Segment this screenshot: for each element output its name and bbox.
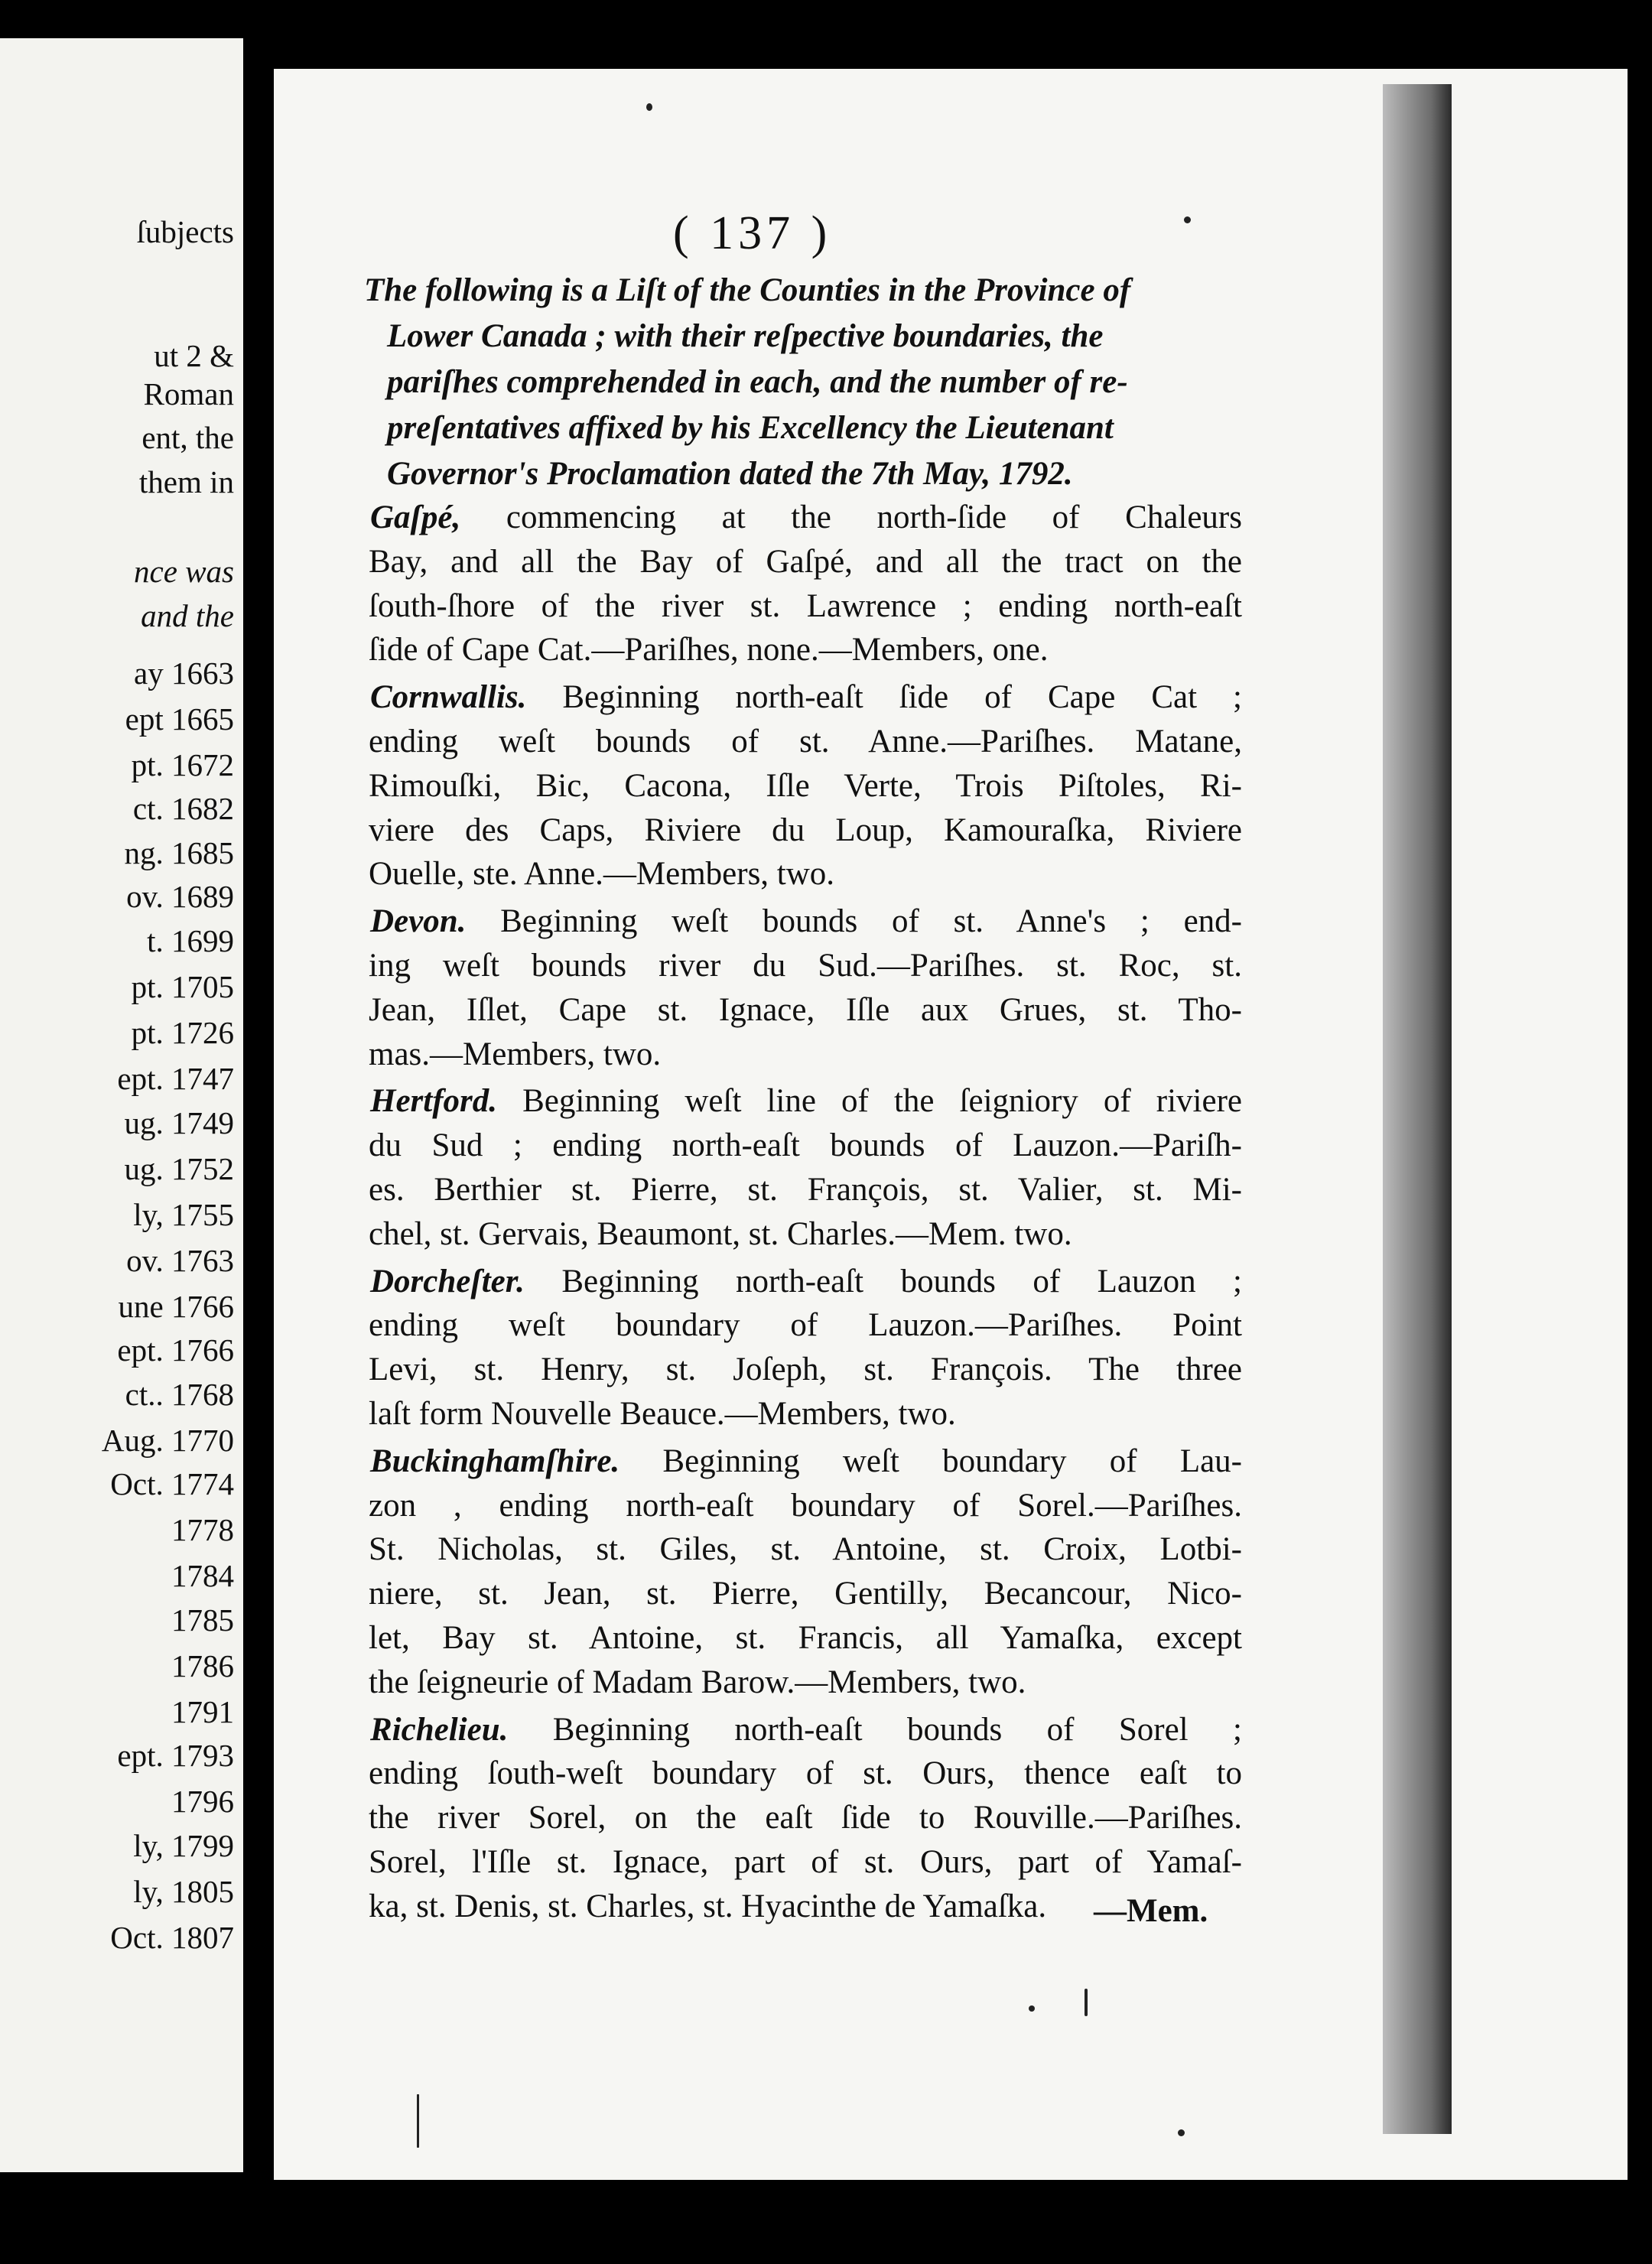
left-page-fragment: une 1766 [118,1289,234,1324]
county-entry [370,496,1242,672]
left-page-fragment: Roman [143,376,234,411]
county-entry-line: Bay, and all the Bay of Gaſpé, and all the tract on the [369,543,1242,580]
county-entry [370,1079,1242,1256]
county-entry [370,899,1242,1076]
county-entry-line: the river Sorel, on the eaſt ſide to Rouville.—Pariſhes. [369,1800,1242,1836]
county-entry-line: ſide of Cape Cat.—Pariſhes, none.—Members, one. [369,632,1049,668]
county-entry-line: Levi, st. Henry, st. Joſeph, st. François. The three [369,1352,1242,1388]
left-page-fragment: pt. 1726 [131,1015,234,1050]
left-page-fragment: ly, 1755 [133,1197,234,1232]
left-page-fragment: pt. 1672 [131,747,234,782]
county-description: Beginning weſt line of the ſeigniory of riviere [497,1083,1242,1120]
heading-line: Lower Canada ; with their reſpective boundaries, the [387,318,1104,354]
county-entry-line: Sorel, l'Iſle st. Ignace, part of st. Ours, part of Yamaſ- [369,1843,1242,1880]
county-entry-line: ending weſt boundary of Lauzon.—Pariſhes. Point [369,1307,1242,1344]
county-entry-line: the ſeigneurie of Madam Barow.—Members, two. [369,1664,1026,1700]
county-entry-line: du Sud ; ending north-eaſt bounds of Lauzon.—Pariſh- [369,1127,1242,1164]
left-page-fragment: ſubjects [136,214,234,249]
county-entry-line [370,675,1242,720]
county-description: Beginning weſt bounds of st. Anne's ; end- [466,903,1242,940]
ink-mark [1085,1989,1088,2016]
county-entry-line: ſouth-ſhore of the river st. Lawrence ; ending north-eaſt [369,587,1242,624]
left-page-fragment: pt. 1705 [131,969,234,1004]
left-page-fragment: ug. 1752 [124,1151,234,1186]
county-name: Gaſpé, [370,499,461,535]
heading-line: Governor's Proclamation dated the 7th May, 1792. [387,456,1073,492]
left-page-fragment: Oct. 1774 [110,1466,234,1501]
ink-speck [1184,216,1191,223]
county-entry-line [370,496,1242,540]
left-page-fragment: ov. 1763 [126,1243,234,1278]
county-name: Cornwallis. [370,679,527,716]
county-entry-line: let, Bay st. Antoine, st. Francis, all Yamaſka, except [369,1619,1242,1656]
left-page-fragment: ly, 1805 [133,1874,234,1909]
left-page-fragment: 1791 [171,1694,234,1729]
left-page-fragment: ov. 1689 [126,879,234,914]
county-entry-line: niere, st. Jean, st. Pierre, Gentilly, Becancour, Nico- [369,1576,1242,1612]
county-entry-line: ending ſouth-weſt boundary of st. Ours, thence eaſt to [369,1755,1242,1792]
county-entry-line [370,1079,1242,1124]
left-page-fragment: t. 1699 [147,923,234,958]
ink-speck [1178,2129,1185,2136]
county-entry-line: zon , ending north-eaſt boundary of Sorel.—Pariſhes. [369,1487,1242,1524]
county-entry [370,1260,1242,1436]
county-entry [370,1439,1242,1705]
county-description: Beginning north-eaſt ſide of Cape Cat ; [526,679,1242,716]
ink-speck [646,103,652,111]
county-name: Buckinghamſhire. [370,1443,620,1479]
county-name: Dorcheſter. [370,1263,525,1300]
county-description: Beginning weſt boundary of Lau- [620,1443,1242,1479]
left-page-fragment: 1784 [171,1558,234,1593]
county-entry-line: viere des Caps, Riviere du Loup, Kamouraſka, Riviere [369,812,1242,848]
heading-line: pariſhes comprehended in each, and the number of re- [387,364,1128,400]
left-page-fragment: ept. 1793 [117,1738,234,1773]
left-page-fragment: ng. 1685 [124,835,234,870]
county-entry-line: es. Berthier st. Pierre, st. François, st. Valier, st. Mi- [369,1171,1242,1208]
county-name: Devon. [370,903,467,940]
county-description: Beginning north-eaſt bounds of Lauzon ; [524,1263,1242,1300]
left-page-fragment: 1778 [171,1512,234,1547]
left-page-fragment: Oct. 1807 [110,1920,234,1955]
left-page-fragment: Aug. 1770 [101,1423,234,1458]
left-page-fragment: ly, 1799 [133,1828,234,1863]
county-list [370,496,1242,1929]
county-entry-line: St. Nicholas, st. Giles, st. Antoine, st. Croix, Lotbi- [369,1531,1242,1568]
left-page-fragment: ut 2 & [154,338,234,373]
county-entry-line: mas.—Members, two. [369,1036,662,1072]
left-page-fragment: nce was [134,554,234,589]
county-entry-line [370,899,1242,944]
county-description: commencing at the north-ſide of Chaleurs [460,499,1242,535]
left-page-fragment: ug. 1749 [124,1105,234,1140]
list-heading [364,268,1611,497]
left-page-fragment: ept 1665 [125,701,234,737]
ink-mark [417,2094,419,2148]
left-page-fragment: 1785 [171,1602,234,1638]
county-entry-line: Jean, Iſlet, Cape st. Ignace, Iſle aux Grues, st. Tho- [369,991,1242,1028]
county-entry-line [370,1260,1242,1304]
left-page-fragment: ct. 1682 [132,791,234,826]
county-entry-line: chel, st. Gervais, Beaumont, st. Charles.—Mem. two. [369,1215,1072,1252]
left-page-fragment: them in [138,464,234,499]
left-page-fragment: ay 1663 [134,655,234,691]
county-entry-line: ka, st. Denis, st. Charles, st. Hyacinthe de Yamaſka. [369,1888,1047,1924]
county-name: Richelieu. [370,1711,509,1748]
county-entry-line: Ouelle, ste. Anne.—Members, two. [369,856,835,893]
book-gutter [243,31,274,2195]
left-page-fragment: and the [141,598,234,633]
left-page-fragment: ept. 1747 [117,1061,234,1096]
county-description: Beginning north-eaſt bounds of Sorel ; [508,1711,1242,1748]
county-entry-line: laſt form Nouvelle Beauce.—Members, two. [369,1395,956,1432]
left-page-fragment: 1796 [171,1784,234,1819]
page-number: ( 137 ) [673,207,832,259]
left-page-fragment: ct.. 1768 [125,1377,234,1412]
county-entry-line: Rimouſki, Bic, Cacona, Iſle Verte, Trois Piſtoles, Ri- [369,767,1242,804]
left-page-fragment: 1786 [171,1648,234,1683]
county-entry [370,675,1242,896]
heading-line: preſentatives affixed by his Excellency the Lieutenant [387,410,1114,446]
ink-speck [1029,2005,1035,2012]
county-name: Hertford. [370,1083,498,1120]
county-entry-line [370,1708,1242,1752]
county-entry-line [370,1439,1242,1484]
county-entry-line: ending weſt bounds of st. Anne.—Pariſhes. Matane, [369,723,1242,760]
left-page-fragment: ent, the [141,420,234,455]
county-entry-line: ing weſt bounds river du Sud.—Pariſhes. st. Roc, st. [369,947,1242,984]
left-page [0,38,243,2172]
left-page-fragment: ept. 1766 [117,1332,234,1368]
heading-line: The following is a Liſt of the Counties in the Province of [364,272,1131,308]
catchword: —Mem. [1094,1893,1208,1929]
